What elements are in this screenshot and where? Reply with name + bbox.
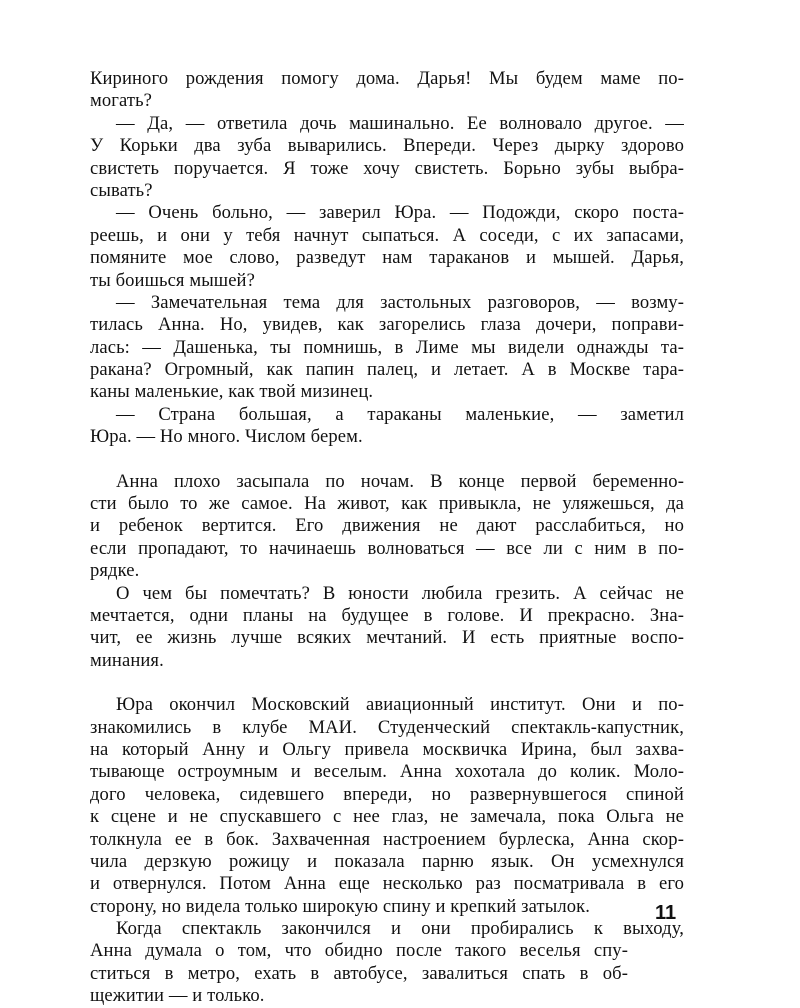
text-line: — Страна большая, а тараканы маленькие, — заметил xyxy=(116,403,684,425)
text-line: ракана? Огромный, как папин палец, и летает. А в Москве тара- xyxy=(90,359,684,381)
paragraph xyxy=(90,68,684,113)
text-line: чит, ее жизнь лучше всяких мечтаний. И есть приятные воспо- xyxy=(90,627,684,649)
text-line: щежитии — и только. xyxy=(90,985,265,1007)
section-break xyxy=(90,672,684,694)
text-line: Анна думала о том, что обидно после такого веселья спу- xyxy=(90,940,628,962)
book-page-text xyxy=(90,68,684,1008)
text-line: Кириного рождения помогу дома. Дарья! Мы будем маме по- xyxy=(90,68,684,89)
text-line: каны маленькие, как твой мизинец. xyxy=(90,381,374,403)
text-line: — Замечательная тема для застольных разговоров, — возму- xyxy=(116,291,684,313)
text-line: реешь, и они у тебя начнут сыпаться. А соседи, с их запасами, xyxy=(90,224,684,246)
paragraph xyxy=(90,113,684,203)
text-line: и ребенок вертится. Его движения не дают расслабиться, но xyxy=(90,515,684,537)
paragraph xyxy=(90,404,684,449)
page-number: 11 xyxy=(655,902,677,924)
text-line: к сцене и не спускавшего с нее глаз, не замечала, пока Ольга не xyxy=(90,806,684,828)
text-line: минания. xyxy=(90,649,164,671)
text-line: — Очень больно, — заверил Юра. — Подожди, скоро поста- xyxy=(116,202,684,224)
text-line: ты боишься мышей? xyxy=(90,269,255,291)
text-line: на который Анну и Ольгу привела москвичка Ирина, был захва- xyxy=(90,738,684,760)
text-line: Юра. — Но много. Числом берем. xyxy=(90,426,363,448)
text-line: сывать? xyxy=(90,179,153,201)
text-line: У Корьки два зуба выварились. Впереди. Через дырку здорово xyxy=(90,135,684,157)
text-line: толкнула ее в бок. Захваченная настроением бурлеска, Анна скор- xyxy=(90,828,684,850)
text-line: лась: — Дашенька, ты помнишь, в Лиме мы видели однажды та- xyxy=(90,336,684,358)
text-line: дого человека, сидевшего впереди, но развернувшегося спиной xyxy=(90,783,684,805)
text-line: могать? xyxy=(90,90,153,112)
text-line: ститься в метро, ехать в автобусе, завалиться спать в об- xyxy=(90,962,628,984)
text-line: свистеть поручается. Я тоже хочу свистеть. Борьно зубы выбра- xyxy=(90,157,684,179)
text-line: Когда спектакль закончился и они пробирались к выходу, xyxy=(116,918,684,940)
text-line: знакомились в клубе МАИ. Студенческий спектакль-капустник, xyxy=(90,716,684,738)
text-line: Анна плохо засыпала по ночам. В конце первой беременно- xyxy=(116,470,684,492)
text-line: сторону, но видела только широкую спину и крепкий затылок. xyxy=(90,895,590,917)
text-line: тилась Анна. Но, увидев, как загорелись глаза дочери, поправи- xyxy=(90,314,684,336)
paragraph xyxy=(90,583,684,673)
text-line: мечтается, одни планы на будущее в голове. И прекрасно. Зна- xyxy=(90,604,684,626)
text-line: — Да, — ответила дочь машинально. Ее волновало другое. — xyxy=(116,112,684,134)
text-line: рядке. xyxy=(90,560,140,582)
text-line: О чем бы помечтать? В юности любила грезить. А сейчас не xyxy=(116,582,684,604)
paragraph xyxy=(90,918,684,1008)
text-line: сти было то же самое. На живот, как привыкла, не уляжешься, да xyxy=(90,493,684,515)
paragraph xyxy=(90,292,684,404)
text-line: тывающе остроумным и веселым. Анна хохотала до колик. Моло- xyxy=(90,761,684,783)
paragraph xyxy=(90,202,684,292)
text-line: и отвернулся. Потом Анна еще несколько раз посматривала в его xyxy=(90,873,684,895)
text-line: чила дерзкую рожицу и показала парню язык. Он усмехнулся xyxy=(90,850,684,872)
paragraph xyxy=(90,471,684,583)
text-line: Юра окончил Московский авиационный институт. Они и по- xyxy=(116,694,684,716)
text-line: помяните мое слово, разведут нам тараканов и мышей. Дарья, xyxy=(90,247,684,269)
section-break xyxy=(90,449,684,471)
paragraph xyxy=(90,694,684,918)
text-line: если пропадают, то начинаешь волноваться — все ли с ним в по- xyxy=(90,537,684,559)
